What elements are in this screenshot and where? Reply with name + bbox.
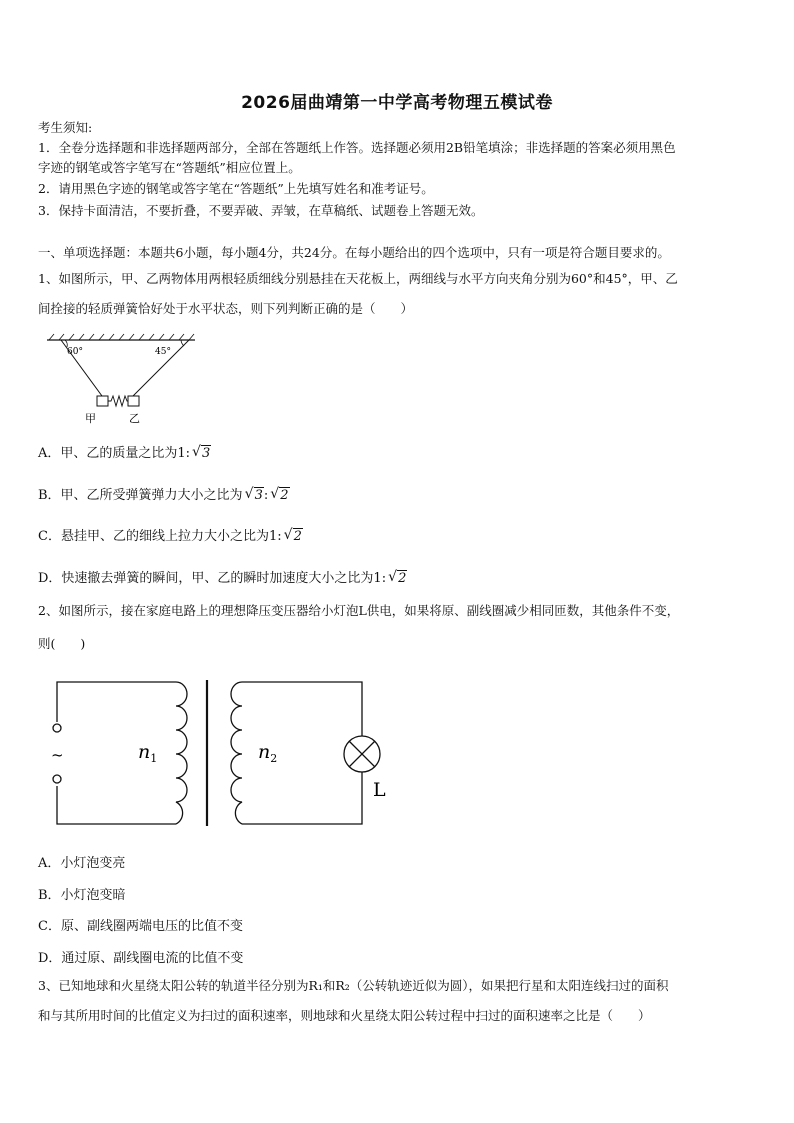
question-2-text: 则( )	[38, 636, 86, 651]
lamp-label: L	[373, 779, 386, 801]
secondary-coil	[231, 682, 242, 824]
question-1-option-a[interactable]	[38, 442, 211, 461]
notice-heading: 考生须知:	[38, 120, 93, 135]
question-3-text: 3、已知地球和火星绕太阳公转的轨道半径分别为R₁和R₂（公转轨迹近似为圆），如果把行星和太阳连线扫过的面积	[38, 978, 669, 993]
angle-left-label: 60°	[67, 347, 83, 357]
angle-right-label: 45°	[155, 347, 171, 357]
sqrt-expression: √ 3	[192, 444, 211, 461]
secondary-top-wire	[242, 682, 362, 736]
sqrt-expression: √ 2	[388, 569, 407, 586]
question-3-text: 和与其所用时间的比值定义为扫过的面积速率，则地球和火星绕太阳公转过程中扫过的面积速率之比是（ ）	[38, 1008, 651, 1023]
mass-jia	[97, 396, 108, 406]
question-1-option-c[interactable]	[38, 525, 303, 544]
primary-coil	[176, 682, 187, 824]
label-jia: 甲	[85, 412, 96, 425]
option-text: B．甲、乙所受弹簧弹力大小之比为	[38, 488, 243, 503]
question-2-figure	[40, 676, 410, 836]
primary-top-wire	[57, 682, 176, 722]
notice-item: 1．全卷分选择题和非选择题两部分，全部在答题纸上作答。选择题必须用2B铅笔填涂；非选择题的答案必须用黑色	[38, 140, 676, 155]
mass-yi	[128, 396, 139, 406]
question-2-text: 2、如图所示，接在家庭电路上的理想降压变压器给小灯泡L供电，如果将原、副线圈减少相同匝数，其他条件不变，	[38, 603, 680, 618]
terminal-top	[53, 724, 61, 732]
question-2-option-b[interactable]: B．小灯泡变暗	[38, 888, 126, 903]
terminal-bottom	[53, 775, 61, 783]
page-title: 2026届曲靖第一中学高考物理五模试卷	[241, 93, 553, 113]
section-heading: 一、单项选择题：本题共6小题，每小题4分，共24分。在每小题给出的四个选项中，只有一项是符合题目要求的。	[38, 245, 670, 260]
option-text: D．快速撤去弹簧的瞬间，甲、乙的瞬时加速度大小之比为1:	[38, 571, 387, 586]
question-1-text: 间拴接的轻质弹簧恰好处于水平状态，则下列判断正确的是（ ）	[38, 301, 414, 316]
option-text: A．甲、乙的质量之比为1:	[38, 446, 191, 461]
question-1-option-d[interactable]	[38, 567, 407, 586]
question-1-text: 1、如图所示，甲、乙两物体用两根轻质细线分别悬挂在天花板上，两细线与水平方向夹角分别为60°和45°，甲、乙	[38, 271, 678, 286]
sqrt-expression: √ 3	[244, 486, 263, 503]
question-2-option-a[interactable]: A．小灯泡变亮	[38, 856, 126, 871]
ac-source-symbol: ~	[51, 746, 64, 764]
right-angle-arc	[181, 340, 184, 346]
option-text: C．悬挂甲、乙的细线上拉力大小之比为1:	[38, 529, 282, 544]
primary-bottom-wire	[57, 786, 176, 824]
question-1-figure	[45, 334, 205, 429]
sqrt-expression: √ 2	[270, 486, 289, 503]
notice-item: 3．保持卡面清洁，不要折叠，不要弄破、弄皱，在草稿纸、试题卷上答题无效。	[38, 203, 484, 218]
question-2-option-c[interactable]: C．原、副线圈两端电压的比值不变	[38, 919, 243, 934]
notice-item: 2．请用黑色字迹的钢笔或答字笔在“答题纸”上先填写姓名和准考证号。	[38, 181, 434, 196]
n2-label: $n_2$	[258, 741, 278, 765]
ceiling-hatch	[49, 334, 194, 340]
label-yi: 乙	[129, 412, 140, 425]
sqrt-expression: √ 2	[283, 527, 302, 544]
secondary-bottom-wire	[242, 772, 362, 824]
n1-label: $n_1$	[138, 741, 158, 765]
question-2-option-d[interactable]: D．通过原、副线圈电流的比值不变	[38, 951, 244, 966]
question-1-option-b[interactable]: B．甲、乙所受弹簧弹力大小之比为 √ 3: √ 2	[38, 486, 289, 503]
notice-item: 字迹的钢笔或答字笔写在“答题纸”相应位置上。	[38, 160, 301, 175]
spring	[108, 396, 128, 406]
